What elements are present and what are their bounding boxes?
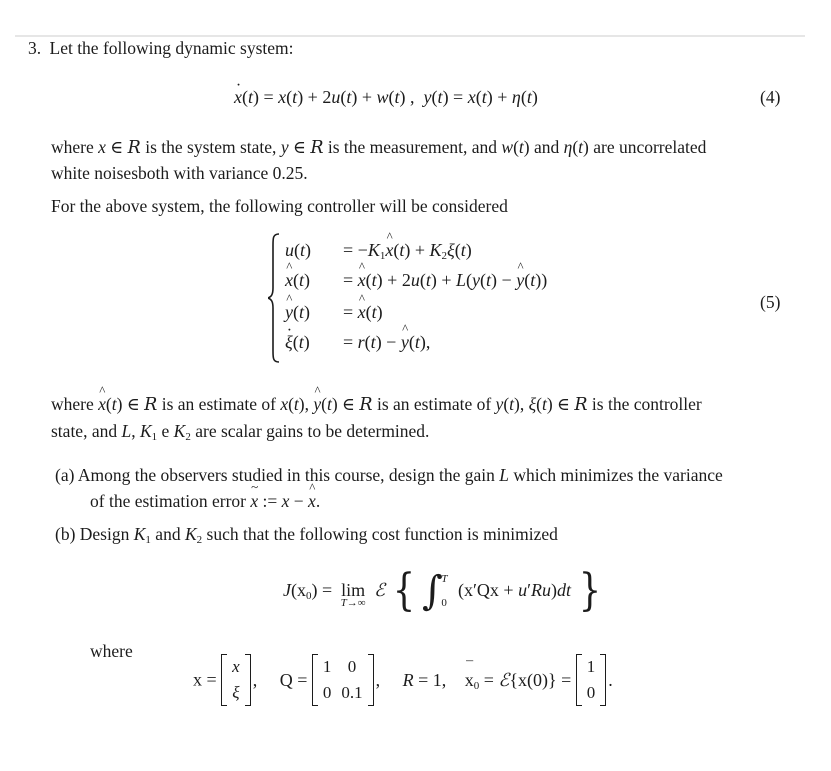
equation-5-row-1: $u(t) = -K_1\^{}$ $x(t) + K_2\xi(t)$ — [285, 240, 472, 261]
equation-5-row-3: ^ y(t) = ^ x(t) — [285, 302, 383, 323]
where-label: where — [90, 641, 133, 661]
problem-number: 3. — [28, 38, 42, 58]
equation-4-number: (4) — [760, 87, 781, 107]
equation-5-row-4: · ξ(t) = r(t) − ^ y(t), — [285, 332, 430, 353]
initial-state-vector: 1 0 — [576, 654, 607, 706]
problem-heading — [28, 38, 293, 59]
item-b-line-1: (b) Design $K_1$ and $K_2$ such that the following cost function is minimized — [55, 524, 558, 546]
cost-function: $J(x_0)$ = lim T→∞ ℰ { ∫ T 0 (x′Qx + u′Ru)dt } — [283, 565, 601, 616]
paragraph-estimates: where ^ x(t) ∈ R is an estimate of x(t), ^ y(t) ∈ R is an estimate of y(t), ξ(t) ∈ R is the controller — [51, 394, 702, 415]
item-a-line-1: (a) Among the observers studied in this course, design the gain L which minimizes the variance — [55, 465, 723, 485]
equation-5-number: (5) — [760, 292, 781, 312]
Q-matrix: 1 0 0 0.1 — [312, 654, 374, 706]
paragraph-noise-description: where x ∈ R is the system state, y ∈ R is the measurement, and w(t) and η(t) are uncorrelated — [51, 137, 707, 158]
item-a-line-2: of the estimation error ~ x := x − ^ x. — [90, 491, 320, 512]
state-vector: x ξ — [221, 654, 251, 706]
item-b-label: (b) — [55, 524, 76, 544]
item-a-label: (a) — [55, 465, 75, 485]
top-divider — [15, 35, 805, 37]
paragraph-controller-intro: For the above system, the following controller will be considered — [51, 196, 508, 216]
problem-intro: Let the following dynamic system: — [49, 38, 294, 58]
paragraph-noise-variance: white noisesboth with variance 0.25. — [51, 163, 308, 183]
equation-5-row-2: ^ x(t) = ^ x(t) + 2u(t) + L(y(t) − ^ y(t)) — [285, 270, 547, 291]
definitions-row: x = x ξ , Q = 1 0 0 0.1 , R = 1, ¯ $x_0$ = ℰ{x(0)} = 1 0 . — [193, 654, 613, 706]
left-brace-icon — [268, 233, 280, 363]
equation-4: · x(t) = x(t) + 2u(t) + w(t) , y(t) = x(t) + η(t) — [234, 87, 538, 108]
paragraph-gains: state, and L, $K_1$ e $K_2$ are scalar gains to be determined. — [51, 421, 430, 443]
